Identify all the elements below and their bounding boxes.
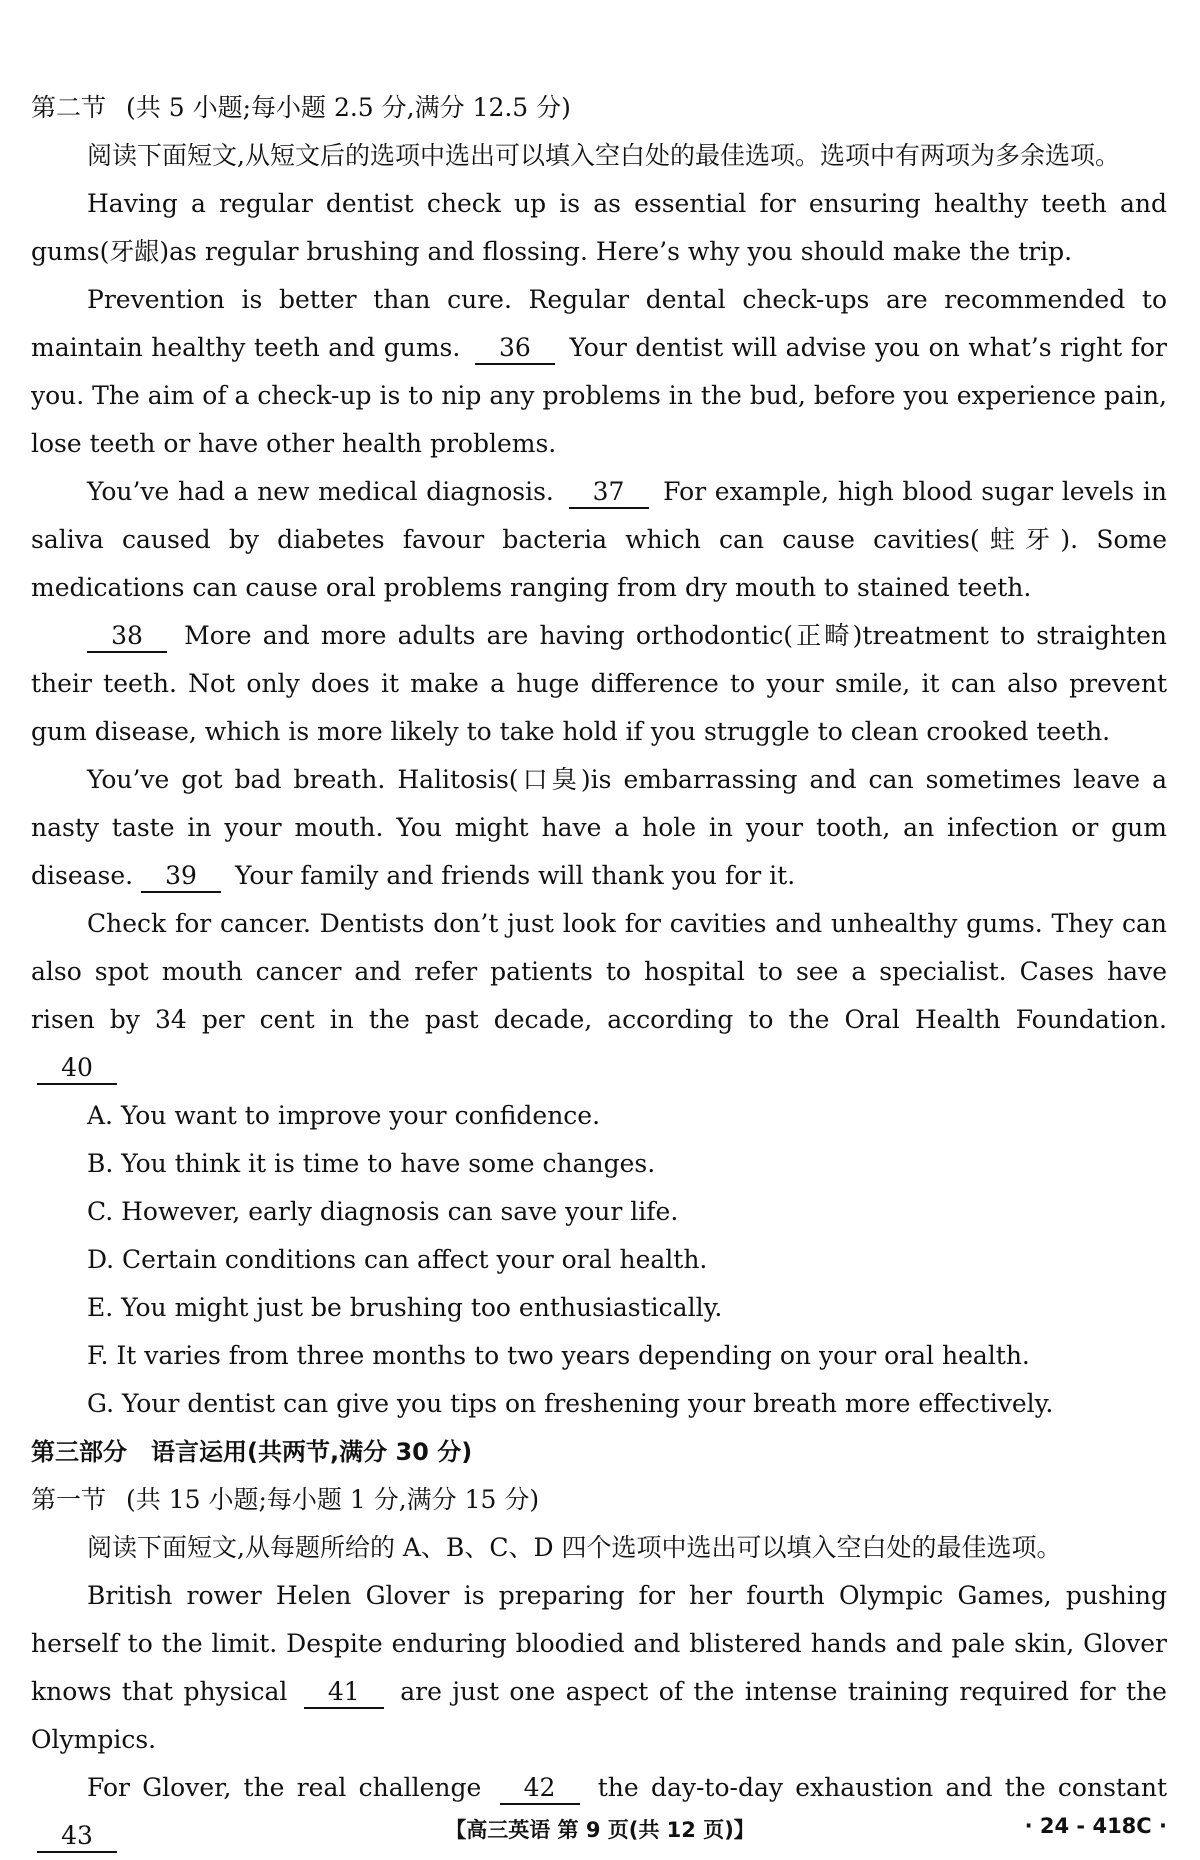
passage-paragraph-2 xyxy=(31,276,1167,468)
paragraph-text: You’ve had a new medical diagnosis. xyxy=(87,477,554,506)
section-1-instruction: 阅读下面短文,从每题所给的 A、B、C、D 四个选项中选出可以填入空白处的最佳选项。 xyxy=(87,1533,1062,1562)
blank-38[interactable]: 38 xyxy=(87,621,167,653)
option-f[interactable]: F. It varies from three months to two years depending on your oral health. xyxy=(87,1341,1030,1370)
part-3-title: 第三部分 xyxy=(31,1438,127,1466)
blank-36[interactable]: 36 xyxy=(475,333,555,365)
cloze-paragraph-1 xyxy=(31,1572,1167,1764)
blank-43[interactable]: 43 xyxy=(37,1821,117,1853)
cloze-paragraph-2 xyxy=(31,1764,1167,1860)
footer-exam-code: · 24 - 418C · xyxy=(1024,1814,1167,1838)
section-2-instruction: 阅读下面短文,从短文后的选项中选出可以填入空白处的最佳选项。选项中有两项为多余选项。 xyxy=(87,141,1120,170)
passage-paragraph-1: Having a regular dentist check up is as essential for ensuring healthy teeth and gums(牙龈)as regular brushing and flossing. Here’s why you should make the trip. xyxy=(31,189,1167,266)
paragraph-text: are just one aspect of the intense training required for the Olympics. xyxy=(31,1677,1167,1754)
option-e[interactable]: E. You might just be brushing too enthusiastically. xyxy=(87,1293,723,1322)
section-2-subtitle: (共 5 小题;每小题 2.5 分,满分 12.5 分) xyxy=(126,93,571,122)
paragraph-text: Your family and friends will thank you for it. xyxy=(235,861,796,890)
blank-42[interactable]: 42 xyxy=(500,1773,580,1805)
part-3-heading xyxy=(31,1428,1167,1476)
paragraph-text: Prevention is better than cure. Regular dental check-ups are recommended to maintain healthy teeth and gums. xyxy=(31,285,1167,362)
passage-paragraph-4 xyxy=(31,612,1167,756)
blank-41[interactable]: 41 xyxy=(304,1677,384,1709)
paragraph-text: You’ve got bad breath. Halitosis(口臭)is embarrassing and can sometimes leave a nasty taste in your mouth. You might have a hole in your tooth, an infection or gum disease. xyxy=(31,765,1167,890)
blank-37[interactable]: 37 xyxy=(569,477,649,509)
paragraph-text: For example, high blood sugar levels in saliva caused by diabetes favour bacteria which can cause cavities(蛀牙). Some medications can cause oral problems ranging from dry mouth to stained teeth. xyxy=(31,477,1168,602)
section-2-heading xyxy=(31,84,1167,132)
passage-paragraph-5 xyxy=(31,756,1167,900)
page-content xyxy=(31,84,1167,1860)
options-list xyxy=(31,1092,1167,1428)
paragraph-text: For Glover, the real challenge xyxy=(87,1773,482,1802)
option-c[interactable]: C. However, early diagnosis can save your life. xyxy=(87,1197,679,1226)
paragraph-text: Your dentist will advise you on what’s right for you. The aim of a check-up is to nip any problems in the bud, before you experience pain, lose teeth or have other health problems. xyxy=(31,333,1168,458)
option-d[interactable]: D. Certain conditions can affect your oral health. xyxy=(87,1245,708,1274)
option-g[interactable]: G. Your dentist can give you tips on freshening your breath more effectively. xyxy=(87,1389,1054,1418)
blank-39[interactable]: 39 xyxy=(141,861,221,893)
blank-40[interactable]: 40 xyxy=(37,1053,117,1085)
passage-paragraph-3 xyxy=(31,468,1167,612)
paragraph-text: British rower Helen Glover is preparing for her fourth Olympic Games, pushing herself to the limit. Despite enduring bloodied and blistered hands and pale skin, Glover knows that physical xyxy=(31,1581,1167,1706)
section-1-title: 第一节 xyxy=(31,1485,107,1514)
section-2-title: 第二节 xyxy=(31,93,107,122)
paragraph-text: Check for cancer. Dentists don’t just look for cavities and unhealthy gums. They can also spot mouth cancer and refer patients to hospital to see a specialist. Cases have risen by 34 per cent in the past decade, according to the Oral Health Foundation. xyxy=(31,909,1167,1034)
section-1-heading xyxy=(31,1476,1167,1524)
page-footer xyxy=(0,1814,1200,1844)
footer-page-label: 【高三英语 第 9 页(共 12 页)】 xyxy=(445,1818,755,1842)
section-1-subtitle: (共 15 小题;每小题 1 分,满分 15 分) xyxy=(126,1485,540,1514)
part-3-subtitle: 语言运用(共两节,满分 30 分) xyxy=(151,1438,473,1466)
option-b[interactable]: B. You think it is time to have some changes. xyxy=(87,1149,656,1178)
passage-paragraph-6 xyxy=(31,900,1167,1092)
paragraph-text: More and more adults are having orthodontic(正畸)treatment to straighten their teeth. Not only does it make a huge difference to your smile, it can also prevent gum disease, which is more likely to take hold if you struggle to clean crooked teeth. xyxy=(31,621,1167,746)
paragraph-text: the day-to-day exhaustion and the constant xyxy=(597,1773,1167,1802)
option-a[interactable]: A. You want to improve your confidence. xyxy=(87,1101,601,1130)
